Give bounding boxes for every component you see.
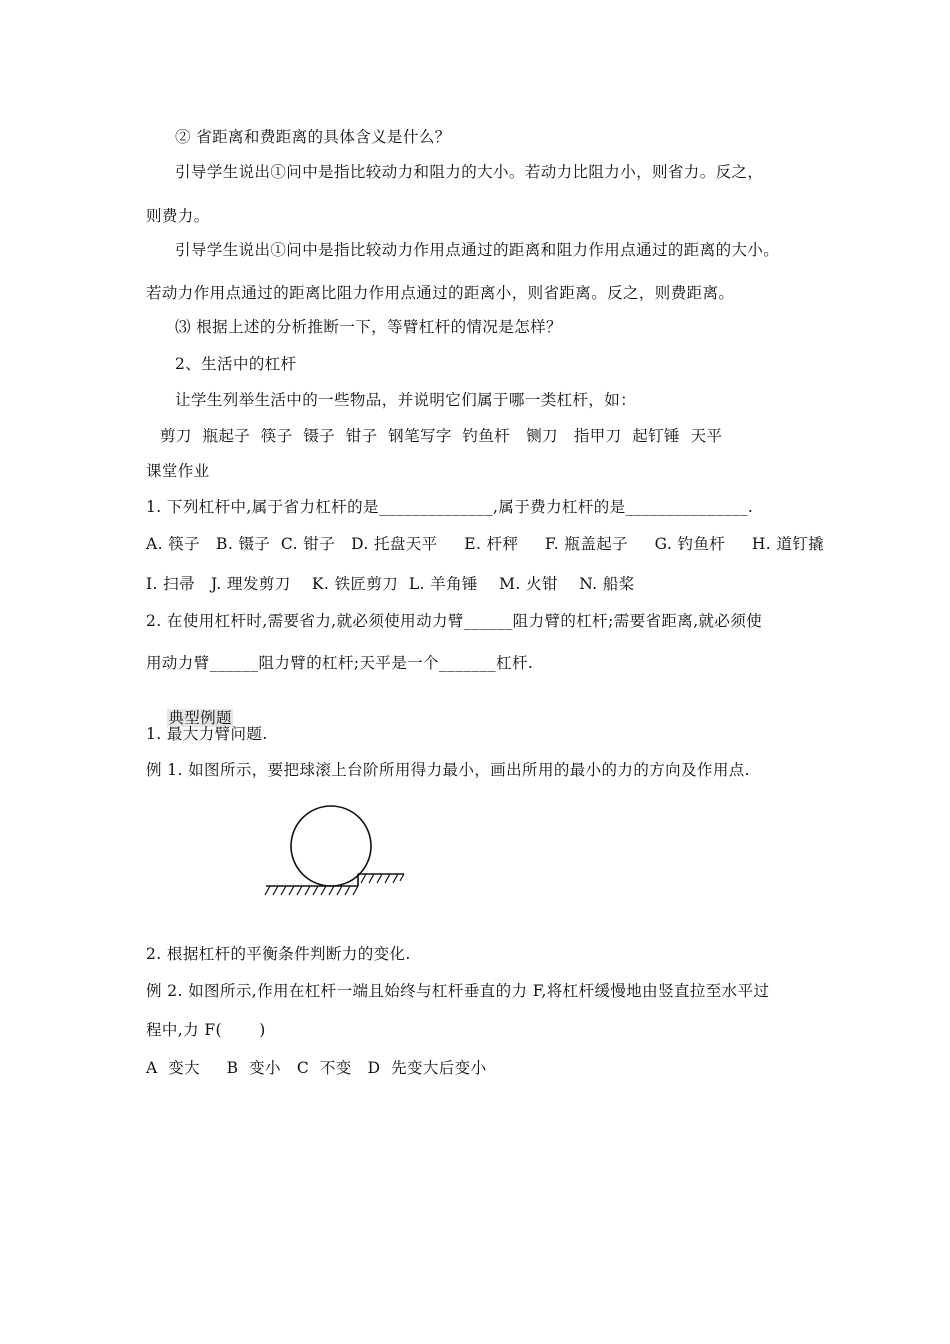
step-hatching: [361, 874, 404, 883]
question-2-line: ② 省距离和费距离的具体含义是什么？: [175, 128, 451, 146]
exercise-1-question: 1. 下列杠杆中,属于省力杠杆的是______________,属于费力杠杆的是_______________.: [146, 498, 754, 516]
lower-ground-hatching: [265, 886, 358, 895]
classwork-heading: 课堂作业: [146, 462, 210, 480]
guidance-distance-line-2: 若动力作用点通过的距离比阻力作用点通过的距离小，则省距离。反之，则费距离。: [146, 284, 735, 302]
lever-items-list: 剪刀 瓶起子 筷子 镊子 钳子 钢笔写字 钓鱼杆 铡刀 指甲刀 起钉锤 天平: [160, 427, 723, 445]
example-1-question: 例 1. 如图所示，要把球滚上台阶所用得力最小，画出所用的最小的力的方向及作用点.: [146, 761, 750, 779]
student-task-line: 让学生列举生活中的一些物品，并说明它们属于哪一类杠杆，如：: [175, 391, 637, 409]
ball-step-figure: [262, 800, 412, 904]
topic-1-heading: 1. 最大力臂问题.: [146, 725, 268, 743]
example-2-options: A 变大 B 变小 C 不变 D 先变大后变小: [146, 1059, 487, 1077]
topic-2-heading: 2. 根据杠杆的平衡条件判断力的变化.: [146, 945, 411, 963]
question-3-line: ⑶ 根据上述的分析推断一下，等臂杠杆的情况是怎样？: [175, 318, 562, 336]
guidance-force-line-2: 则费力。: [146, 207, 210, 225]
exercise-2-line-2: 用动力臂______阻力臂的杠杆;天平是一个_______杠杆.: [146, 654, 534, 672]
guidance-force-line-1: 引导学生说出①问中是指比较动力和阻力的大小。若动力比阻力小，则省力。反之，: [175, 163, 764, 181]
exercise-1-options-i-n: I. 扫帚 J. 理发剪刀 K. 铁匠剪刀 L. 羊角锤 M. 火钳 N. 船桨: [146, 575, 635, 593]
section-heading-life-levers: 2、生活中的杠杆: [175, 355, 297, 373]
exercise-2-line-1: 2. 在使用杠杆时,需要省力,就必须使用动力臂______阻力臂的杠杆;需要省距离,就必须使: [146, 612, 763, 630]
guidance-distance-line-1: 引导学生说出①问中是指比较动力作用点通过的距离和阻力作用点通过的距离的大小。: [175, 241, 780, 259]
example-2-question-line-2: 程中,力 F( ): [146, 1021, 266, 1039]
example-2-question-line-1: 例 2. 如图所示,作用在杠杆一端且始终与杠杆垂直的力 F,将杠杆缓慢地由竖直拉至水平过: [146, 982, 770, 1000]
exercise-1-options-a-h: A. 筷子 B. 镊子 C. 钳子 D. 托盘天平 E. 杆秤 F. 瓶盖起子 G. 钓鱼杆 H. 道钉撬: [146, 535, 825, 553]
typical-examples-heading-text: 典型例题: [168, 709, 232, 727]
